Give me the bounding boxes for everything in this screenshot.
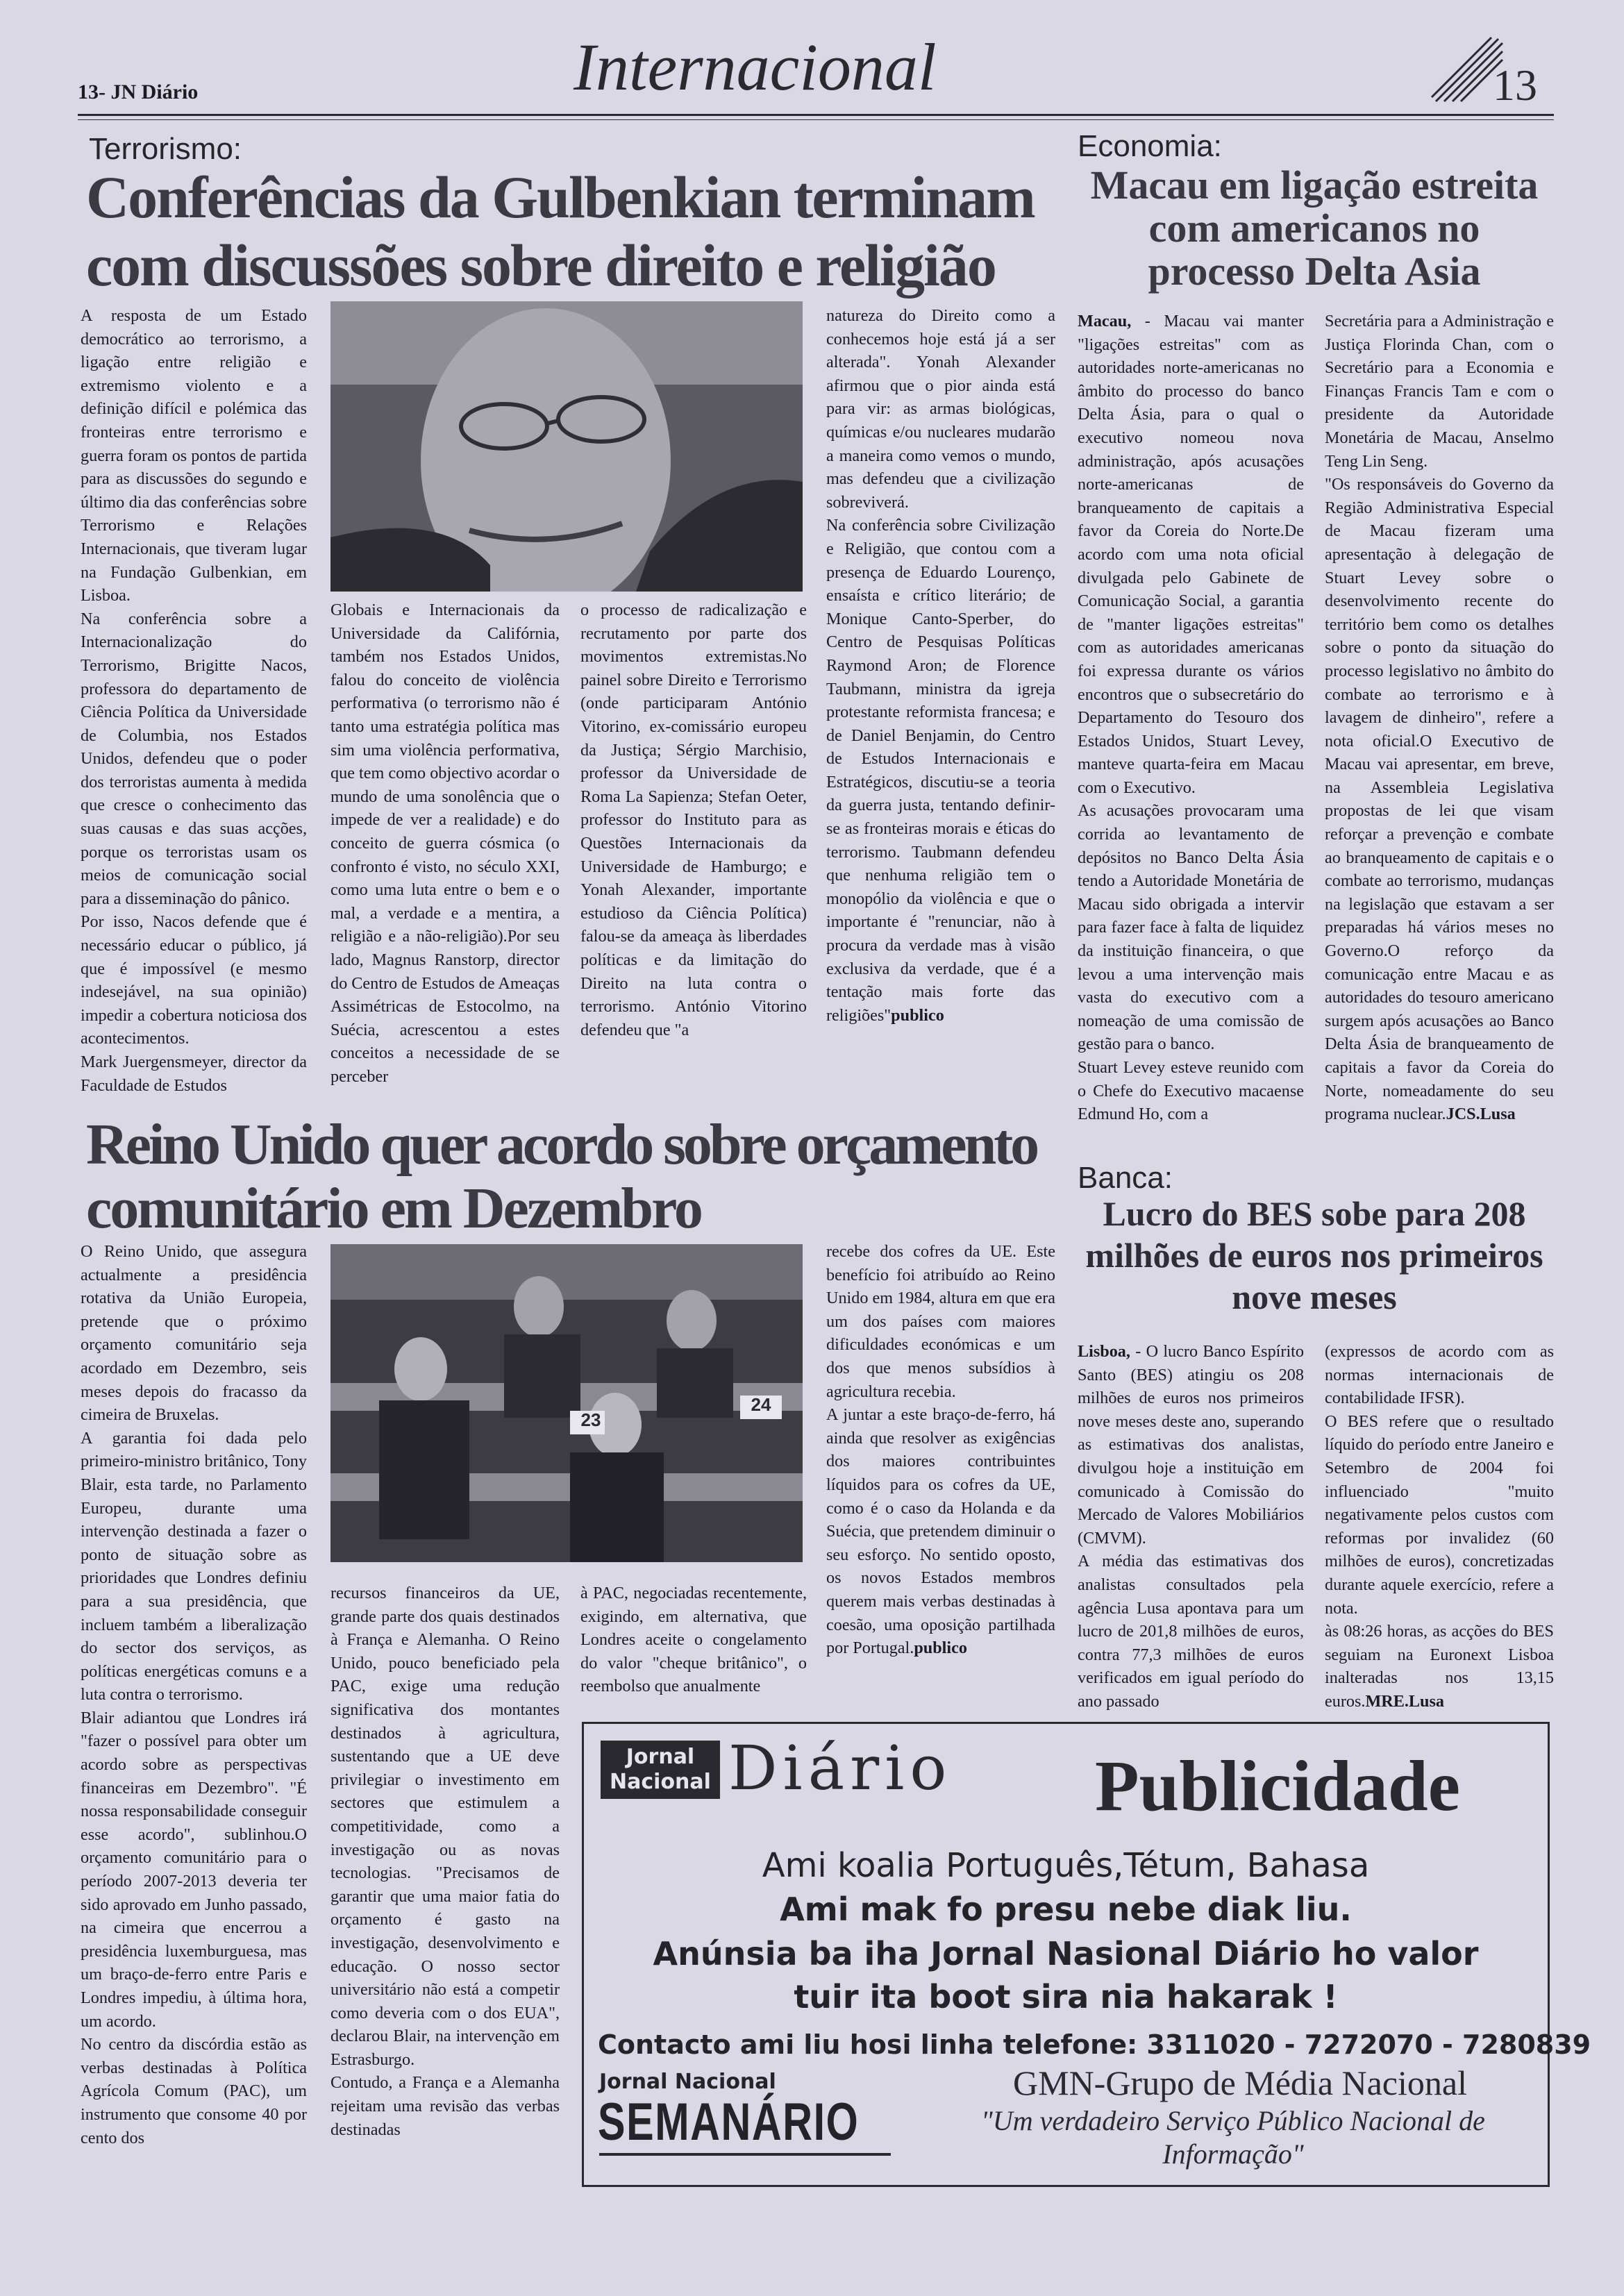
story3-column-2	[1325, 310, 1554, 1147]
byline: MRE.Lusa	[1365, 1691, 1445, 1711]
paragraph-text: - O lucro Banco Espírito Santo (BES) atingiu os 208 milhões de euros nos primeiros nove meses deste ano, superando as estimativas dos analistas, divulgou hoje a instituição em comunicado à Comissão do Mercado de Valores Mobiliários (CMVM).	[1078, 1342, 1304, 1548]
paragraph	[1325, 1620, 1554, 1713]
logo-text-bottom: Nacional	[610, 1770, 711, 1794]
dateline: Macau,	[1078, 312, 1132, 330]
story1-kicker: Terrorismo:	[89, 132, 242, 166]
paragraph: A média das estimativas dos analistas consultados pela agência Lusa apontava para um lucro de 201,8 milhões de euros, contra 77,3 milhões de euros verificados em igual período do ano passado	[1078, 1552, 1304, 1711]
paragraph: o processo de radicalização e recrutamento por parte dos movimentos extremistas.No painel sobre Direito e Terrorismo (onde participaram António Vitorino, ex-comissário europeu da Justiça; Sérgio Marchisio, professor da Universidade de Roma La Sapienza; Stefan Oeter, professor do Instituto para as Questões Internacionais da Universidade de Hamburgo; e Yonah Alexander, importante estudioso da Ciência Política) falou-se da ameaça às liberdades políticas e da limitação do Direito na luta contra o terrorismo. António Vitorino defendeu que "a	[580, 601, 807, 1039]
portrait-photo	[330, 301, 803, 592]
story1-headline-line2: com discussões sobre direito e religião	[86, 232, 996, 299]
byline: publico	[891, 1005, 944, 1025]
paragraph: A garantia foi dada pelo primeiro-ministro britânico, Tony Blair, esta tarde, no Parlamento Europeu, durante uma intervenção destinada a fazer o ponto de situação sobre as prioridades que Londres definiu para a sua presidência, que incluem também a liberalização do sector dos serviços, as políticas energéticas comuns e a luta contra o terrorismo.	[81, 1428, 307, 1704]
story2-headline-line2: comunitário em Dezembro	[86, 1176, 701, 1241]
story1-column-3	[580, 598, 807, 1109]
paragraph: O BES refere que o resultado líquido do período entre Janeiro e Setembro de 2004 foi influenciado "muito negativamente pelos custos com reformas por invalidez (60 milhões de euros), concretizadas durante aquele exercício, refere a nota.	[1325, 1411, 1554, 1618]
parliament-photo	[330, 1244, 803, 1562]
story3-kicker: Economia:	[1078, 129, 1222, 163]
paragraph: (expressos de acordo com as normas internacionais de contabilidade IFSR).	[1325, 1342, 1554, 1408]
jornal-nacional-logo	[601, 1741, 720, 1799]
story1-headline-line1: Conferências da Gulbenkian terminam	[86, 164, 1035, 231]
paragraph: No centro da discórdia estão as verbas destinadas à Política Agrícola Comum (PAC), um instrumento que consome 40 por cento dos	[81, 2035, 307, 2147]
story3-headline: Macau em ligação estreita com americanos no processo Delta Asia	[1090, 162, 1539, 294]
seat-number-plate: 24	[751, 1394, 771, 1415]
ad-title: Publicidade	[1095, 1746, 1460, 1826]
paragraph: As acusações provocaram uma corrida ao levantamento de depósitos no Banco Delta Ásia tendo a Autoridade Monetária de Macau sido obrigada a intervir para fazer face à falta de liquidez da instituição financeira, o que levou a uma intervenção mais vasta do executivo com a nomeação de uma comissão de gestão para o banco.	[1078, 801, 1304, 1054]
paragraph: Contudo, a França e a Alemanha rejeitam uma revisão das verbas destinadas	[330, 2073, 560, 2139]
story4-kicker: Banca:	[1078, 1161, 1173, 1195]
paragraph-text: "Os responsáveis do Governo da Região Administrativa Especial de Macau fizeram uma apresentação à delegação de Stuart Levey sobre o desenvolvimento recente do território bem como os detalhes sobre o ponto da situação do processo legislativo no âmbito do combate ao terrorismo e à lavagem de dinheiro", refere a nota oficial.O Executivo de Macau vai apresentar, em breve, na Assembleia Legislativa propostas de lei que visam reforçar a prevenção e combate ao branqueamento de capitais e o combate ao terrorismo, mudanças na legislação que estavam a ser preparadas há vários meses no Governo.O reforço da comunicação entre Macau e as autoridades do tesouro americano surgem após acusações ao Banco Delta Ásia de branqueamento de capitais a favor da Coreia do Norte, nomeadamente do seu programa nuclear.	[1325, 475, 1554, 1124]
ad-line-2: Ami mak fo presu nebe diak liu.	[780, 1891, 1352, 1928]
paragraph-text: às 08:26 horas, as acções do BES seguiam na Euronext Lisboa inalteradas nos 13,15 euros.	[1325, 1622, 1554, 1711]
ad-line-4: tuir ita boot sira nia hakarak !	[794, 1978, 1338, 2016]
story4-headline: Lucro do BES sobe para 208 milhões de euros nos primeiros nove meses	[1085, 1194, 1543, 1316]
advertisement-box	[582, 1722, 1591, 2187]
story1-column-1	[81, 304, 307, 1109]
byline: publico	[914, 1639, 967, 1658]
paragraph: A resposta de um Estado democrático ao terrorismo, a ligação entre religião e extremismo violento e a definição difícil e polémica das fronteiras entre terrorismo e guerra foram os pontos de partida para as discussões do segundo e último dia das conferências sobre Terrorismo e Relações Internacionais, que tiveram lugar na Fundação Gulbenkian, em Lisboa.	[81, 306, 307, 605]
paragraph-text: A juntar a este braço-de-ferro, há ainda que resolver as exigências dos maiores contribuintes líquidos para os cofres da UE, como é o caso da Holanda e da Suécia, que pretendem diminuir o seu esforço. No sentido oposto, os novos Estados membros querem mais verbas destinadas à coesão, uma oposição partilhada por Portugal.	[826, 1405, 1055, 1658]
semanario-logo: SEMANÁRIO	[598, 2093, 860, 2152]
paragraph: recebe dos cofres da UE. Este benefício foi atribuído ao Reino Unido em 1984, altura em que era um dos países com maiores dificuldades económicas e um dos que menos subsídios à agricultura recebia.	[826, 1242, 1055, 1401]
ad-contact-phones: Contacto ami liu hosi linha telefone: 3311020 - 7272070 - 7280839	[598, 2029, 1591, 2060]
paragraph	[826, 514, 1055, 1027]
seat-number-plate: 23	[580, 1409, 601, 1430]
story2-column-2	[330, 1582, 560, 2188]
semanario-logo-top: Jornal Nacional	[599, 2070, 776, 2094]
paragraph: recursos financeiros da UE, grande parte dos quais destinados à França e Alemanha. O Reino Unido, pouco beneficiado pela PAC, exige uma redução significativa dos montantes destinados à agricultura, sustentando que a UE deve privilegiar o investimento em sectores que estimulem a competitividade, como a investigação ou as novas tecnologias. "Precisamos de garantir que uma maior fatia do orçamento é gasto na investigação, desenvolvimento e educação. O nosso sector universitário não está a competir como deveria com o dos EUA", declarou Blair, na intervenção em Estrasburgo.	[330, 1584, 560, 2069]
story2-column-4	[826, 1240, 1055, 1715]
story2-headline-line1: Reino Unido quer acordo sobre orçamento	[86, 1112, 1037, 1177]
paragraph: Secretária para a Administração e Justiça Florinda Chan, com o Secretário para a Economia e Finanças Francis Tam e com o presidente da Autoridade Monetária de Macau, Anselmo Teng Lin Seng.	[1325, 312, 1554, 471]
paragraph	[1078, 1340, 1304, 1550]
media-group-name: GMN-Grupo de Média Nacional	[1013, 2063, 1467, 2102]
header-rule	[78, 114, 1554, 116]
header-rule-thin	[78, 119, 1554, 120]
paragraph: O Reino Unido, que assegura actualmente a presidência rotativa da União Europeia, pretende que o próximo orçamento comunitário seja acordado em Dezembro, seis meses depois do fracasso da cimeira de Bruxelas.	[81, 1242, 307, 1425]
paragraph	[826, 1403, 1055, 1660]
logo-text-top: Jornal	[626, 1745, 695, 1769]
byline: JCS.Lusa	[1446, 1105, 1516, 1124]
section-title: Internacional	[574, 30, 937, 104]
page-header-left: 13- JN Diário	[78, 81, 199, 103]
paragraph-text: - Macau vai manter "ligações estreitas" com as autoridades norte-americanas no âmbito do processo do banco Delta Ásia, para o qual o executivo nomeou nova administração, após acusações norte-americanas de branqueamento de capitais a favor da Coreia do Norte.De acordo com uma nota oficial divulgada pelo Gabinete de Comunicação Social, a garantia de "manter ligações estreitas" com as autoridades americanas foi expressa durante os vários encontros que o subsecretário do Departamento do Tesouro dos Estados Unidos, Stuart Levey, manteve quarta-feira em Macau com o Executivo.	[1078, 312, 1304, 797]
story2-column-3	[580, 1582, 807, 1704]
paragraph: natureza do Direito como a conhecemos hoje está já a ser alterada". Yonah Alexander afirmou que o pior ainda está para vir: as armas biológicas, químicas e/ou nucleares mudarão a maneira como vemos o mundo, mas defendeu que a civilização sobreviverá.	[826, 306, 1055, 512]
paragraph	[1078, 310, 1304, 799]
diario-wordmark: Diário	[728, 1732, 953, 1804]
semanario-underline	[599, 2153, 891, 2156]
dateline: Lisboa,	[1078, 1342, 1130, 1361]
story2-column-1	[81, 1240, 307, 2188]
paragraph: Mark Juergensmeyer, director da Faculdade de Estudos	[81, 1053, 307, 1095]
story1-column-4	[826, 304, 1055, 1109]
paragraph: Por isso, Nacos defende que é necessário educar o público, já que é impossível (e mesmo indesejável, na sua opinião) impedir a cobertura noticiosa dos acontecimentos.	[81, 912, 307, 1048]
paragraph: à PAC, negociadas recentemente, exigindo, em alternativa, que Londres aceite o congelamento do valor "cheque britânico", o reembolso que anualmente	[580, 1584, 807, 1696]
ad-line-3: Anúnsia ba iha Jornal Nasional Diário ho valor	[653, 1935, 1479, 1972]
paragraph: Blair adiantou que Londres irá "fazer o possível para obter um acordo sobre as perspectivas financeiras em Dezembro". "É nossa responsabilidade conseguir esse acordo", sublinhou.O orçamento comunitário para o período 2007-2013 deveria ter sido aprovado em Junho passado, na cimeira que encerrou a presidência luxemburguesa, mas um braço-de-ferro entre Paris e Londres impediu, à última hora, um acordo.	[81, 1708, 307, 2031]
paragraph: Globais e Internacionais da Universidade da Califórnia, também nos Estados Unidos, falou do conceito de violência performativa (o terrorismo não é tanto uma estratégia política mas sim uma violência performativa, que tem como objectivo acordar o mundo de uma sonolência que o impede de ver a realidade) e do conceito de guerra cósmica (o confronto é visto, no século XXI, como uma luta entre o bem e o mal, a verdade e a mentira, a religião e a não-religião).Por seu lado, Magnus Ranstorp, director do Centro de Estudos de Ameaças Assimétricas de Estocolmo, na Suécia, acrescentou a estes conceitos a necessidade de se perceber	[330, 601, 560, 1086]
ad-line-1: Ami koalia Português,Tétum, Bahasa	[762, 1846, 1370, 1885]
media-group-slogan: "Um verdadeiro Serviço Público Nacional de Informação"	[981, 2105, 1485, 2170]
paragraph-text: Na conferência sobre Civilização e Religião, que contou com a presença de Eduardo Lourenço, ensaísta e crítico literário; de Monique Canto-Sperber, do Centro de Pesquisas Políticas Raymond Aron; de Florence Taubmann, ministra da igreja protestante reformista francesa; e de Daniel Benjamin, do Centro de Estudos Internacionais e Estratégicos, discutiu-se a teoria da guerra justa, tentando definir-se as fronteiras morais e éticas do terrorismo. Taubmann defendeu que nenhuma religião tem o monopólio da violência e que o importante é "renunciar, não à procura da verdade mas à visão exclusiva da verdade, que é a tentação mais forte das religiões"	[826, 516, 1055, 1025]
story4-column-2	[1325, 1340, 1554, 1715]
story1-column-2	[330, 598, 560, 1109]
story4-column-1	[1078, 1340, 1304, 1715]
paragraph: Stuart Levey esteve reunido com o Chefe do Executivo macaense Edmund Ho, com a	[1078, 1058, 1304, 1124]
story3-column-1	[1078, 310, 1304, 1147]
paragraph: Na conferência sobre a Internacionalização do Terrorismo, Brigitte Nacos, professora do departamento de Ciência Política da Universidade de Columbia, nos Estados Unidos, defendeu que o poder dos terroristas aumenta à medida que cresce o conhecimento das suas causas e das suas acções, porque os terroristas usam os meios de comunicação social para a disseminação do pânico.	[81, 609, 307, 908]
paragraph	[1325, 473, 1554, 1126]
page-number: 13	[1493, 60, 1537, 110]
